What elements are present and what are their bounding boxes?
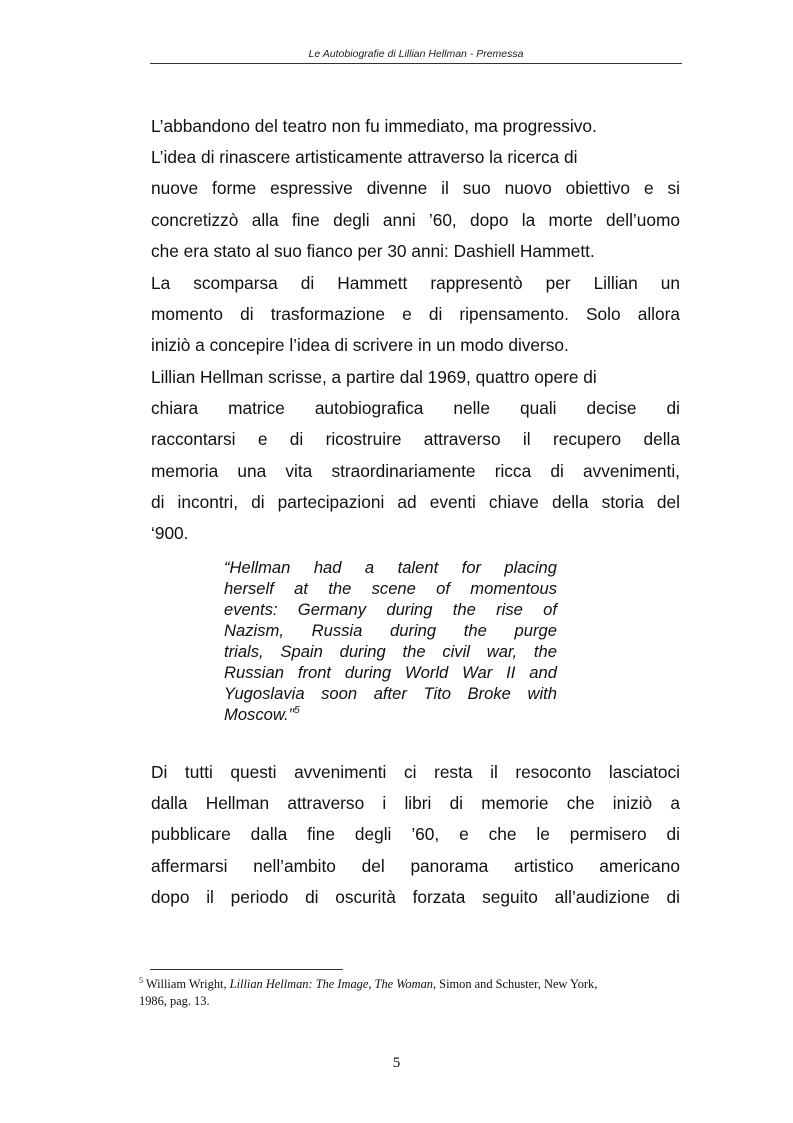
running-header: Le Autobiografie di Lillian Hellman - Premessa: [308, 48, 524, 60]
text-line: L’idea di rinascere artisticamente attraverso la ricerca di: [151, 147, 578, 168]
footnote: [139, 976, 664, 1010]
text-line: affermarsi nell’ambito del panorama artistico americano: [151, 855, 680, 876]
paragraph-1: [151, 111, 680, 267]
footnote-line: 1986, pag. 13.: [139, 994, 210, 1008]
text-line: che era stato al suo fianco per 30 anni: Dashiell Hammett.: [151, 240, 595, 261]
text-line: La scomparsa di Hammett rappresentò per Lillian un: [151, 273, 680, 293]
text-line: memoria una vita straordinariamente ricca di avvenimenti,: [151, 460, 680, 481]
text-line: chiara matrice autobiografica nelle quali decise di: [151, 398, 680, 419]
quote-line: events: Germany during the rise of: [224, 600, 557, 619]
quote-line: Yugoslavia soon after Tito Broke with: [224, 684, 557, 703]
footnote-line: [139, 976, 664, 993]
text-line: Di tutti questi avvenimenti ci resta il resoconto lasciatoci: [151, 762, 680, 782]
footnote-number: 5: [139, 976, 143, 985]
text-line: dopo il periodo di oscurità forzata seguito all’audizione di: [151, 886, 680, 907]
paragraph-3: [151, 362, 680, 549]
text-line: pubblicare dalla fine degli ’60, e che le permisero di: [151, 824, 680, 845]
quote-line: Nazism, Russia during the purge: [224, 621, 557, 640]
footnote-reference[interactable]: 5: [294, 705, 300, 716]
text-line: nuove forme espressive divenne il suo nuovo obiettivo e si: [151, 178, 680, 199]
header-rule: [150, 63, 682, 64]
quote-line: “Hellman had a talent for placing: [224, 558, 557, 577]
text-line: ‘900.: [151, 523, 189, 544]
quote-line: Moscow.”: [224, 705, 295, 724]
text-line: L’abbandono del teatro non fu immediato, ma progressivo.: [151, 116, 597, 136]
quote-last-line: [224, 704, 557, 725]
quote-line: trials, Spain during the civil war, the: [224, 642, 557, 661]
text-line: raccontarsi e di ricostruire attraverso il recupero della: [151, 429, 680, 450]
footnote-author: William Wright,: [145, 977, 227, 991]
block-quote: [224, 557, 557, 725]
footnote-publisher: Simon and Schuster, New York,: [439, 977, 598, 991]
text-line: momento di trasformazione e di ripensamento. Solo allora: [151, 304, 680, 325]
paragraph-4: [151, 757, 680, 913]
footnote-separator: [150, 969, 343, 970]
text-line: iniziò a concepire l’idea di scrivere in un modo diverso.: [151, 335, 569, 356]
text-line: Lillian Hellman scrisse, a partire dal 1969, quattro opere di: [151, 367, 597, 387]
quote-line: herself at the scene of momentous: [224, 579, 557, 598]
text-line: concretizzò alla fine degli anni ’60, dopo la morte dell’uomo: [151, 209, 680, 230]
text-line: di incontri, di partecipazioni ad eventi chiave della storia del: [151, 491, 680, 512]
page-number: 5: [392, 1055, 401, 1071]
paragraph-2: [151, 268, 680, 362]
footnote-title: Lillian Hellman: The Image, The Woman,: [229, 977, 437, 991]
quote-line: Russian front during World War II and: [224, 663, 557, 682]
text-line: dalla Hellman attraverso i libri di memorie che iniziò a: [151, 793, 680, 814]
